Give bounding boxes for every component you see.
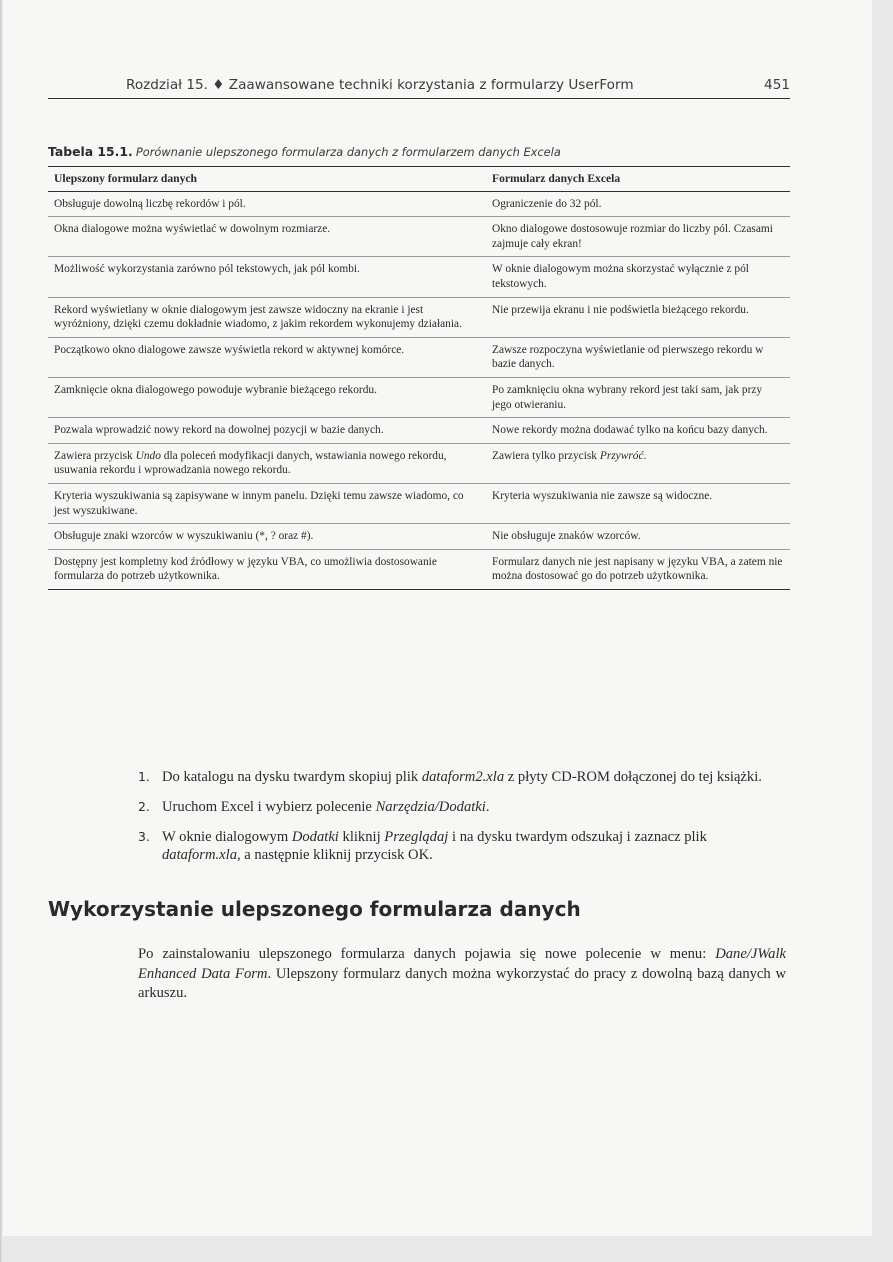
column-header-enhanced: Ulepszony formularz danych (48, 167, 486, 192)
step-italic-term: Dodatki (291, 829, 339, 845)
step-italic-term: dataform2.xla (421, 769, 505, 785)
cell-excel-form: Nie przewija ekranu i nie podświetla bieżącego rekordu. (486, 297, 790, 337)
step-italic-term: dataform.xla (162, 847, 237, 863)
table-header-row (48, 167, 790, 192)
table-row (48, 217, 790, 257)
page-binding-edge (0, 0, 3, 1262)
step-item (138, 768, 778, 786)
step-text: . (485, 799, 490, 815)
step-number: 2. (138, 799, 150, 814)
cell-excel-form: Zawsze rozpoczyna wyświetlanie od pierwszego rekordu w bazie danych. (486, 337, 790, 377)
step-text: kliknij (338, 829, 385, 845)
cell-excel-form: Nie obsługuje znaków wzorców. (486, 524, 790, 550)
step-number: 3. (138, 829, 150, 844)
table-row (48, 524, 790, 550)
cell-enhanced-form: Zawiera przycisk Undo dla poleceń modyfikacji danych, wstawiania nowego rekordu, usuwania rekordu i wprowadzania nowego rekordu. (48, 443, 486, 483)
paragraph-text: Po zainstalowaniu ulepszonego formularza danych pojawia się nowe polecenie w menu: (138, 946, 716, 962)
step-text: , a następnie kliknij przycisk OK. (237, 847, 433, 863)
step-text: z płyty CD-ROM dołączonej do tej książki. (504, 769, 762, 785)
table-row (48, 191, 790, 217)
table-caption (48, 144, 790, 160)
install-steps-list (138, 768, 778, 876)
step-item (138, 798, 778, 816)
cell-enhanced-form: Rekord wyświetlany w oknie dialogowym jest zawsze widoczny na ekranie i jest wyróżniony, dzięki czemu dokładnie wiadomo, z jakim rekordem wykonujemy działania. (48, 297, 486, 337)
cell-enhanced-form: Dostępny jest kompletny kod źródłowy w języku VBA, co umożliwia dostosowanie formularza do potrzeb użytkownika. (48, 549, 486, 589)
paragraph-italic-term: Dane/JWalk Enhanced Data Form (138, 946, 786, 982)
cell-enhanced-form: Kryteria wyszukiwania są zapisywane w innym panelu. Dzięki temu zawsze wiadomo, co jest wyszukiwane. (48, 483, 486, 523)
cell-italic-term: Przywróć (599, 449, 644, 462)
cell-excel-form: Ograniczenie do 32 pól. (486, 191, 790, 217)
table-row (48, 257, 790, 297)
section-heading: Wykorzystanie ulepszonego formularza danych (48, 897, 581, 921)
paragraph-text: . Ulepszony formularz danych można wykorzystać do pracy z dowolną bazą danych w arkuszu. (138, 965, 786, 1001)
step-italic-term: Przeglądaj (384, 829, 449, 845)
table-body (48, 191, 790, 589)
table-row (48, 377, 790, 417)
step-number: 1. (138, 769, 150, 784)
cell-enhanced-form: Okna dialogowe można wyświetlać w dowolnym rozmiarze. (48, 217, 486, 257)
cell-excel-form: Formularz danych nie jest napisany w języku VBA, a zatem nie można dostosować go do potrzeb użytkownika. (486, 549, 790, 589)
cell-excel-form: Zawiera tylko przycisk Przywróć. (486, 443, 790, 483)
cell-excel-form: Po zamknięciu okna wybrany rekord jest taki sam, jak przy jego otwieraniu. (486, 377, 790, 417)
step-text: Do katalogu na dysku twardym skopiuj plik (162, 769, 422, 785)
cell-enhanced-form: Obsługuje znaki wzorców w wyszukiwaniu (*, ? oraz #). (48, 524, 486, 550)
table-row (48, 337, 790, 377)
cell-excel-form: Kryteria wyszukiwania nie zawsze są widoczne. (486, 483, 790, 523)
step-italic-term: Narzędzia/Dodatki (375, 799, 486, 815)
cell-excel-form: Okno dialogowe dostosowuje rozmiar do liczby pól. Czasami zajmuje cały ekran! (486, 217, 790, 257)
cell-enhanced-form: Początkowo okno dialogowe zawsze wyświetla rekord w aktywnej komórce. (48, 337, 486, 377)
cell-enhanced-form: Możliwość wykorzystania zarówno pól tekstowych, jak pól kombi. (48, 257, 486, 297)
page-number: 451 (764, 77, 790, 93)
step-text: i na dysku twardym odszukaj i zaznacz plik (448, 829, 707, 845)
comparison-table (48, 166, 790, 590)
table-row (48, 549, 790, 589)
table-caption-text: Porównanie ulepszonego formularza danych z formularzem danych Excela (135, 145, 561, 159)
step-text: Uruchom Excel i wybierz polecenie (162, 799, 376, 815)
step-text: W oknie dialogowym (162, 829, 292, 845)
step-item (138, 828, 778, 864)
cell-italic-term: Undo (135, 449, 161, 462)
cell-excel-form: Nowe rekordy można dodawać tylko na końcu bazy danych. (486, 418, 790, 444)
table-row (48, 418, 790, 444)
cell-excel-form: W oknie dialogowym można skorzystać wyłącznie z pól tekstowych. (486, 257, 790, 297)
running-header-title: Rozdział 15. ♦ Zaawansowane techniki korzystania z formularzy UserForm (126, 77, 634, 93)
column-header-excel: Formularz danych Excela (486, 167, 790, 192)
section-paragraph (138, 945, 786, 1004)
table-row (48, 443, 790, 483)
cell-enhanced-form: Obsługuje dowolną liczbę rekordów i pól. (48, 191, 486, 217)
cell-enhanced-form: Pozwala wprowadzić nowy rekord na dowolnej pozycji w bazie danych. (48, 418, 486, 444)
table-row (48, 483, 790, 523)
table-caption-label: Tabela 15.1. (48, 144, 133, 159)
table-row (48, 297, 790, 337)
header-rule (48, 98, 790, 99)
cell-enhanced-form: Zamknięcie okna dialogowego powoduje wybranie bieżącego rekordu. (48, 377, 486, 417)
